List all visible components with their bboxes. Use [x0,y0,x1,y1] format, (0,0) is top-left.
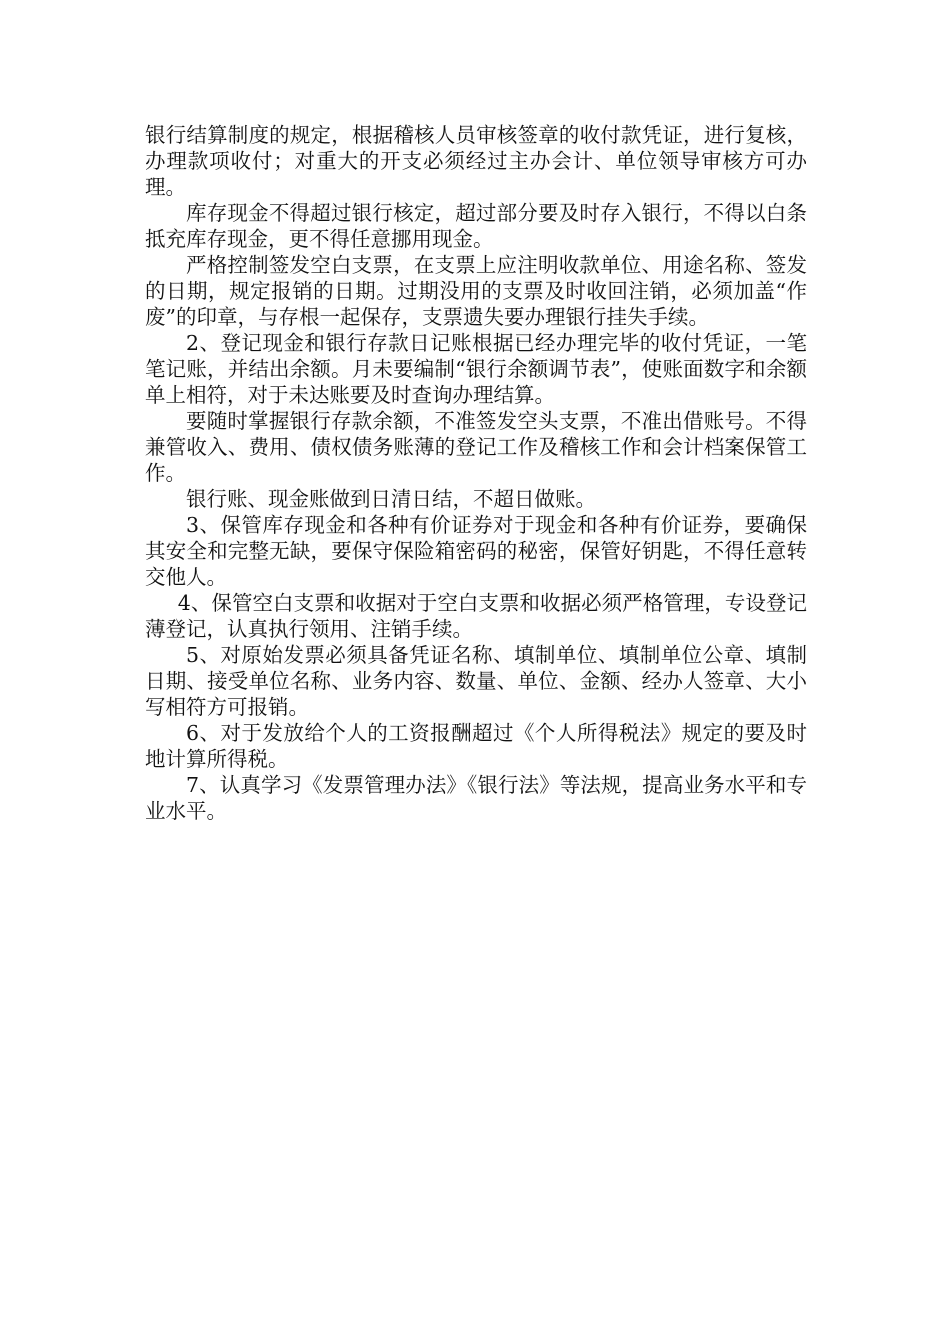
paragraph-9: 5、对原始发票必须具备凭证名称、填制单位、填制单位公章、填制日期、接受单位名称、业务内容、数量、单位、金额、经办人签章、大小写相符方可报销。 [145,643,807,719]
paragraph-6: 银行账、现金账做到日清日结，不超日做账。 [186,487,596,511]
paragraph-1: 银行结算制度的规定，根据稽核人员审核签章的收付款凭证，进行复核，办理款项收付；对重大的开支必须经过主办会计、单位领导审核方可办理。 [145,123,807,199]
paragraph-2: 库存现金不得超过银行核定，超过部分要及时存入银行，不得以白条抵充库存现金，更不得任意挪用现金。 [145,201,807,251]
paragraph-3: 严格控制签发空白支票，在支票上应注明收款单位、用途名称、签发的日期，规定报销的日期。过期没用的支票及时收回注销，必须加盖“作废”的印章，与存根一起保存，支票遗失要办理银行挂失手续。 [145,253,807,329]
paragraph-11: 7、认真学习《发票管理办法》《银行法》等法规，提高业务水平和专业水平。 [145,773,807,823]
paragraph-5: 要随时掌握银行存款余额，不准签发空头支票，不准出借账号。不得兼管收入、费用、债权债务账薄的登记工作及稽核工作和会计档案保管工作。 [145,409,807,485]
paragraph-10: 6、对于发放给个人的工资报酬超过《个人所得税法》规定的要及时地计算所得税。 [145,721,807,771]
paragraph-4: 2、登记现金和银行存款日记账根据已经办理完毕的收付凭证，一笔笔记账，并结出余额。月未要编制“银行余额调节表”，使账面数字和余额单上相符，对于未达账要及时查询办理结算。 [145,331,807,407]
paragraph-7: 3、保管库存现金和各种有价证券对于现金和各种有价证券，要确保其安全和完整无缺，要保守保险箱密码的秘密，保管好钥匙，不得任意转交他人。 [145,513,807,589]
paragraph-8: 4、保管空白支票和收据对于空白支票和收据必须严格管理，专设登记薄登记，认真执行领用、注销手续。 [145,591,807,641]
document-body [145,122,807,824]
